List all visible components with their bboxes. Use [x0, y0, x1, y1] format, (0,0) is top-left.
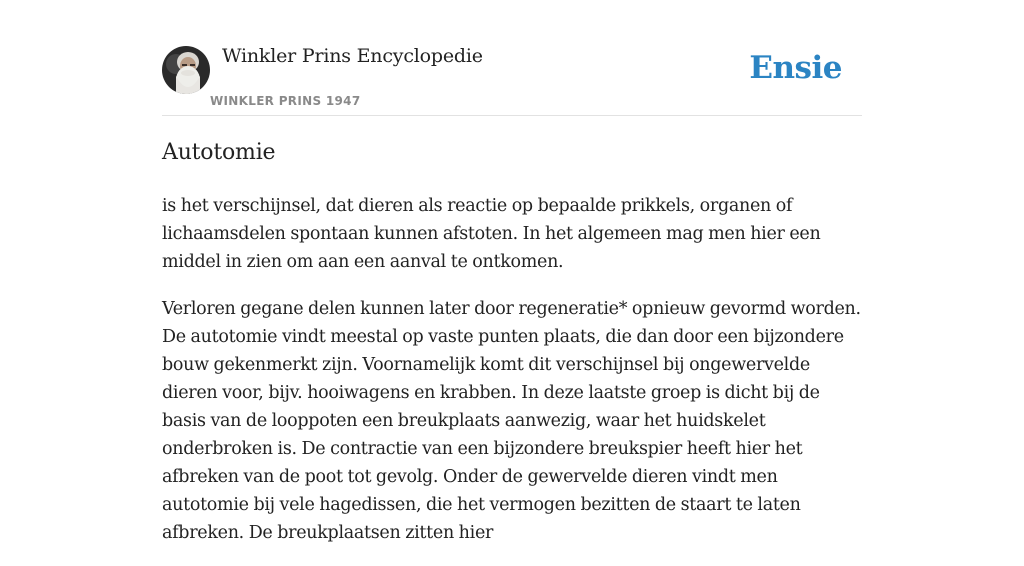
source-subtitle: WINKLER PRINS 1947 [210, 94, 361, 108]
source-avatar-icon[interactable] [162, 46, 210, 94]
brand-logo[interactable]: Ensie [749, 50, 842, 86]
page [162, 0, 862, 543]
source-title[interactable]: Winkler Prins Encyclopedie [222, 45, 483, 67]
article-title: Autotomie [162, 140, 276, 165]
article-body [162, 192, 862, 566]
article-paragraph-1: is het verschijnsel, dat dieren als reactie op bepaalde prikkels, organen of lichaamsdelen spontaan kunnen afstoten. In het algemeen mag men hier een middel in zien om aan een aanval te ontkomen. [162, 196, 821, 272]
bearded-man-portrait-icon [162, 46, 210, 94]
article-paragraph-2: Verloren gegane delen kunnen later door regeneratie* opnieuw gevormd worden. De autotomie vindt meestal op vaste punten plaats, die dan door een bijzondere bouw gekenmerkt zijn. Voornamelijk komt dit verschijnsel bij ongewervelde dieren voor, bijv. hooiwagens en krabben. In deze laatste groep is dicht bij de basis van de looppoten een breukplaats aanwezig, waar het huidskelet onderbroken is. De contractie van een bijzondere breukspier heeft hier het afbreken van de poot tot gevolg. Onder de gewervelde dieren vindt men autotomie bij vele hagedissen, die het vermogen bezitten de staart te laten afbreken. De breukplaatsen zitten hier [162, 299, 861, 543]
source-header [162, 0, 862, 116]
